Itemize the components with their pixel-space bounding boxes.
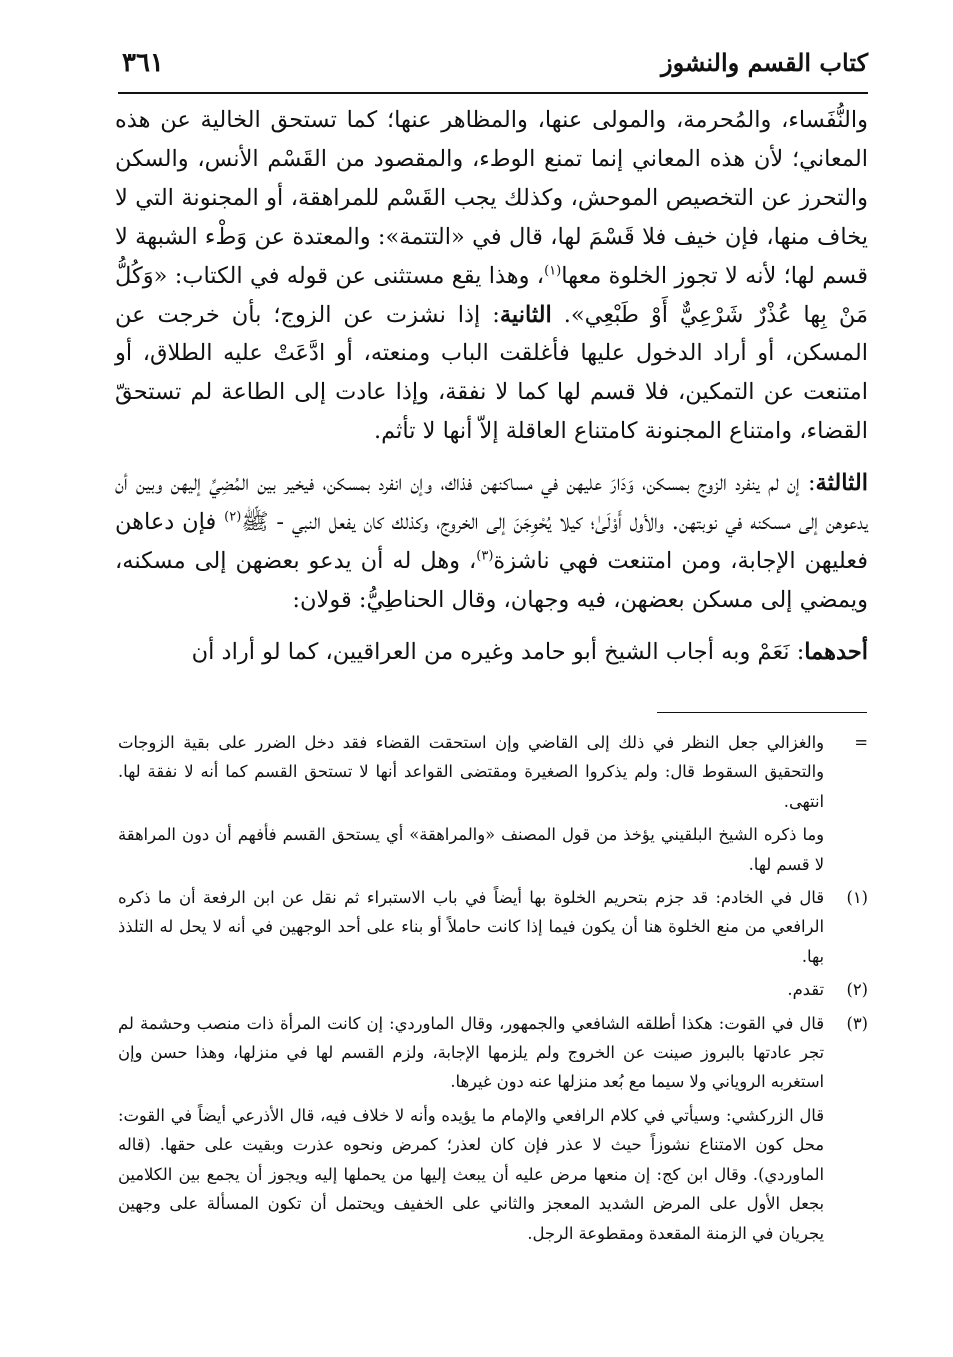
footnote-1 [118, 883, 868, 971]
footnote-continued [118, 728, 868, 879]
page-header [118, 40, 868, 94]
page-number: ٣٦١ [122, 48, 164, 78]
paragraph-1 [115, 101, 868, 451]
paragraph-2 [115, 464, 868, 620]
paragraph-1-text: والنُّفَساء، والمُحرمة، والمولى عنها، والمظاهر عنها؛ كما تستحق الخالية عن هذه المعاني؛ لأن هذه المعاني إنما تمنع الوطء، والمقصود من القَسْم الأنس، والسكن والتحرز عن التخصيص الموحش، وكذلك يجب القَسْم للمراهقة، أو المجنونة التي لا يخاف منها، فإن خيف فلا قَسْمَ لها، قال في «التتمة»: والمعتدة عن وَطْء الشبهة لا قسم لها؛ لأنه لا تجوز الخلوة معها [115, 107, 868, 289]
paragraph-1-text-b: ، وهذا يقع مستثنى عن قوله في الكتاب: «وَكُلُّ مَنْ بِها عُذْرٌ شَرْعِيٌّ أَوْ طَبْعِي». [115, 262, 869, 328]
footnote-number: (٣) [846, 1013, 868, 1033]
running-title: كتاب القسم والنشوز [661, 48, 868, 77]
point-lead-third: الثالثة [815, 470, 868, 497]
paragraph-1-text-c: : إذا نشزت عن الزوج؛ بأن خرجت عن المسكن، أو أراد الدخول عليها فأغلقت الباب ومنعته، أو ادَّعَتْ عليه الطلاق، أو امتنعت عن التمكين، فلا قسم لها كما لا نفقة، وإذا عادت إلى الطاعة لم تستحقّ القضاء، وامتناع المجنونة كامتناع العاقلة إلاّ أنها لا تأثم. [115, 301, 868, 445]
footnote-body [118, 1009, 824, 1248]
footnote-body [118, 975, 824, 1004]
footnote-separator [657, 712, 867, 713]
footnote-3 [118, 1009, 868, 1248]
footnote-paragraph: قال في القوت: هكذا أطلقه الشافعي والجمهور، وقال الماوردي: إن كانت المرأة ذات منصب وحشمة لم تجر عادتها بالبروز صينت عن الخروج ولم يلزمها الإجابة، ولزم القسم لها في منزلها، وهذا حسن وإن استغربه الروياني ولا سيما مع بُعد منزلها عنه دون غيرها. [118, 1013, 824, 1092]
paragraph-2-text-c: ، وهل له أن يدعو بعضهن إلى مسكنه، ويمضي إلى مسكن بعضهن، فيه وجهان، وقال الحناطِيُّ: قولان: [115, 547, 868, 613]
point-lead-first: أحدهما [804, 638, 868, 665]
footnote-paragraph: تقدم. [787, 980, 824, 1000]
paragraph-3-text: : نَعَمْ وبه أجاب الشيخ أبو حامد وغيره من العراقيين، كما لو أراد أن [191, 638, 805, 665]
footnote-number: (٢) [846, 980, 868, 1000]
point-lead-second: الثانية [499, 301, 552, 328]
paragraph-3 [115, 633, 868, 672]
footnote-paragraph: وما ذكره الشيخ البلقيني يؤخذ من قول المصنف «والمراهقة» أي يستحق القسم فأفهم أن دون المراهقة لا قسم لها. [118, 825, 824, 874]
main-text [115, 101, 868, 672]
footnote-ref-1[interactable]: (١) [544, 263, 562, 279]
footnote-number: = [854, 733, 868, 752]
paragraph-2-text-b: فإن دعاهن فعليهن الإجابة، ومن امتنعت فهي ناشزة [115, 509, 868, 574]
footnote-ref-2[interactable]: (٢) [224, 509, 242, 525]
footnote-2 [118, 975, 868, 1004]
footnotes [118, 728, 868, 1252]
footnote-body [118, 883, 824, 971]
footnote-ref-3[interactable]: (٣) [476, 548, 494, 564]
paragraph-2-text: : إن لم ينفرد الزوج بمسكن، وَدَارَ عليهن في مساكنهن فذاك، وإن انفرد بمسكن، فيخير بين المُضِيِّ إليهن وبين أن يدعوهن إلى مسكنه في نوبتهن. والأول أَوْلَىٰ؛ كيلا يُحْوِجَنَ إلى الخروج، وكذلك كان يفعل النبي - ﷺ [115, 470, 869, 536]
footnote-number: (١) [846, 888, 868, 908]
footnote-paragraph: والغزالي جعل النظر في ذلك إلى القاضي وإن استحقت القضاء فقد دخل الضرر على بقية الزوجات والتحقيق السقوط قال: ولم يذكروا الصغيرة ومقتضى القواعد أنها لا تستحق القسم كما أنه لا نفقة لها. انتهى. [118, 733, 824, 811]
footnote-body [118, 728, 824, 879]
footnote-paragraph: قال في الخادم: قد جزم بتحريم الخلوة بها أيضاً في باب الاستبراء ثم نقل عن ابن الرفعة أن ما ذكره الرافعي من منع الخلوة هنا أن يكون فيما إذا كانت حاملاً أو بناء على أحد الوجهين في أنه لا يحل له التلذذ بها. [118, 888, 824, 966]
footnote-paragraph: قال الزركشي: وسيأتي في كلام الرافعي والإمام ما يؤيده وأنه لا خلاف فيه، قال الأذرعي أيضاً في القوت: محل كون الامتناع نشوزاً حيث لا عذر فإن كان لعذر؛ كمرض ونحوه عذرت وبقيت على حقها. (قاله الماوردي). وقال ابن كج: إن منعها مرض عليه أن يبعث إليها من يحملها إليه ويجوز أن يجمع بين الكلامين بجعل الأول على المرض الشديد المعجز والثاني على الخفيف ويحتمل أن تكون المسألة على وجهين يجريان في الزمنة المقعدة ومقطوعة الرجل. [118, 1105, 824, 1243]
